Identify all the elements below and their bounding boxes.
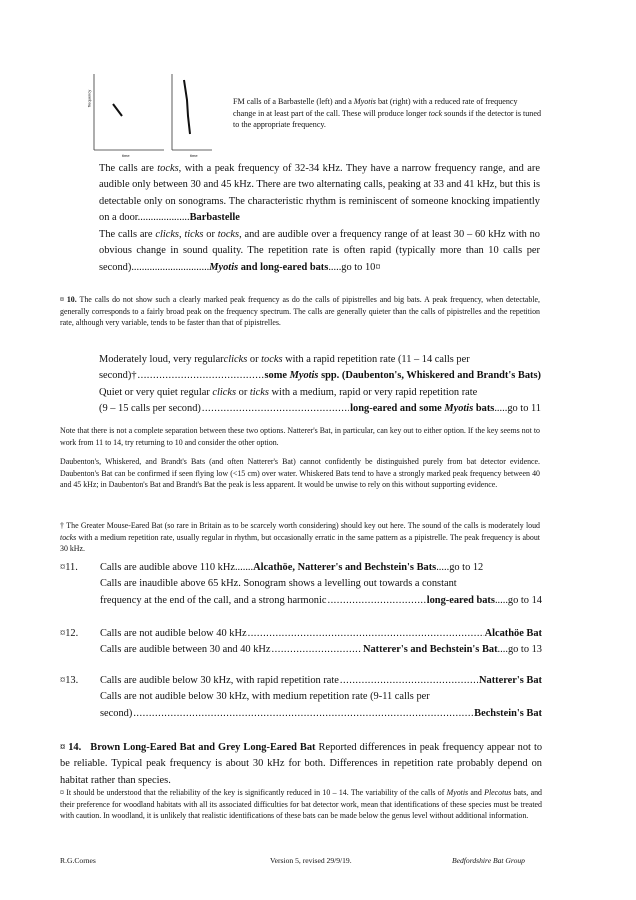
key-section-12: ¤12. Calls are not audible below 40 kHz ..... Alcathöe Bat Calls are audible between 30 and 40 kHz ..... Natterer's and Bechstein's Bat ....go to 13 xyxy=(60,626,542,659)
note-greater-mouse-eared: † The Greater Mouse-Eared Bat (so rare in Britain as to be scarcely worth considering) should key out here. The sound of the calls is moderately loud tocks with a medium repetition rate, usually regular in rhythm, but occasionally erratic in the same pattern as a pipistrelle. The peak frequency is about 30 kHz. xyxy=(60,521,540,554)
key-section-13: ¤13. Calls are audible below 30 kHz, with rapid repetition rate ..... Natterer's Bat Calls are not audible below 30 kHz, with medium repetition rate (9-11 calls per second) ..... Bechstein's Bat xyxy=(60,673,542,722)
axis-label-time-left: time xyxy=(122,153,130,158)
footer-author: R.G.Cornes xyxy=(60,856,96,865)
result-natterers-bat: Natterer's Bat xyxy=(479,675,542,686)
result-some-myotis: some Myotis spp. (Daubenton's, Whiskered and Brandt's Bats) xyxy=(264,370,541,382)
footer-group: Bedfordshire Bat Group xyxy=(452,856,525,865)
key-option-10a: Moderately loud, very regular clicks or tocks with a rapid repetition rate (11 – 14 calls per second)† ..... some Myotis spp. (Daubenton's, Whiskered and Brandt's Bats) xyxy=(99,352,541,385)
key-section-10-intro: ¤ 10. The calls do not show such a clearly marked peak frequency as do the calls of pipistrelles and big bats. A peak frequency, when detectable, generally corresponds to a fairly broad peak on the frequency spectrum. The calls are generally quieter than the calls of pipistrelles and the repetition rate, although very variable, tends to be faster than that of pipistrelles. xyxy=(60,295,541,328)
key-section-14: ¤ 14. Brown Long-Eared Bat and Grey Long-Eared Bat Reported differences in peak frequency appear not to be reliable. Typical peak frequency is about 30 kHz for both. Differences in repetition rate probably depend on habitat rather than species. xyxy=(60,742,543,786)
key-option-10b: Quiet or very quiet regular clicks or ticks with a medium, rapid or very rapid repetition rate (9 – 15 calls per second) ..... long-eared and some Myotis bats .....go to 11 xyxy=(99,385,541,418)
result-alcathoe-natterer-bechstein: Alcathöe, Natterer's and Bechstein's Bats xyxy=(253,562,437,573)
section-13-marker: ¤13. xyxy=(60,675,79,686)
result-natterer-bechstein: Natterer's and Bechstein's Bat xyxy=(362,644,498,656)
note-reliability: ¤ It should be understood that the reliability of the key is significantly reduced in 10 – 14. The variability of the calls of Myotis and Plecotus bats, and their preference for woodland habitats with all its associated difficulties for bat detector work, mean that identifications of these species must be treated with caution. In woodland, it is unlikely that realistic identifications of these bats can be made below the genus level without additional information. xyxy=(60,788,542,821)
result-long-eared-some-myotis: long-eared and some Myotis bats xyxy=(350,403,495,415)
section-10-marker: ¤ 10. xyxy=(60,295,77,304)
result-bechsteins-bat: Bechstein's Bat xyxy=(474,707,542,719)
result-barbastelle: Barbastelle xyxy=(189,212,240,224)
sonogram-graphs xyxy=(86,70,216,162)
result-long-eared-bats: long-eared bats xyxy=(426,594,495,606)
footer-version: Version 5, revised 29/9/19. xyxy=(270,856,352,865)
section-14-marker: ¤ 14. xyxy=(60,742,82,753)
result-alcathoe-bat: Alcathöe Bat xyxy=(484,628,542,639)
note-separation: Note that there is not a complete separation between these two options. Natterer's Bat, in particular, can key out to either option. If the key seems not to work from 11 to 14, try returning to 10 and consider the other option. xyxy=(60,426,540,447)
myotis-call-trace xyxy=(184,80,190,134)
key-section-11: ¤11. Calls are audible above 110 kHz ....... Alcathöe, Natterer's and Bechstein's Bats .....go to 12 Calls are inaudible above 65 kHz. Sonogram shows a levelling out towards a constant frequency at the end of the call, and a strong harmonic ..... long-eared bats .....go to 14 xyxy=(60,560,542,609)
section-11-marker: ¤11. xyxy=(60,562,78,573)
note-myotis-identification: Daubenton's, Whiskered, and Brandt's Bats (and often Natterer's Bat) cannot confidently be distinguished purely from bat detector evidence. Daubenton's Bat can be confirmed if seen flying low (<15 cm) over water. Whiskered Bats tend to have a strongly marked peak frequency between 40 and 45 kHz; in Daubenton's Bat and Brandt's Bat the peak is less apparent. It would be unwise to rely on this without supporting evidence. xyxy=(60,457,540,490)
axis-label-time-right: time xyxy=(190,153,198,158)
key-option-9b: The calls are clicks, ticks or tocks, and are audible over a frequency range of at least 30 – 60 kHz with no obvious change in sound quality. The repetition rate is often rapid (typically more than 10 calls per second)..............................Myotis and long-eared bats.....go to 10¤ xyxy=(99,229,540,273)
axis-label-frequency: frequency xyxy=(86,89,92,108)
section-14-title: Brown Long-Eared Bat and Grey Long-Eared Bat xyxy=(90,742,316,753)
sonogram-figure xyxy=(86,70,216,162)
key-option-9a: The calls are tocks, with a peak frequency of 32-34 kHz. They have a narrow frequency range, and are audible only between 30 and 45 kHz. There are two alternating calls, peaking at 33 and 41 kHz, but this is detectable only on sonograms. The characteristic rhythm is reminiscent of someone knocking impatiently on a door....................Barbastelle xyxy=(99,163,540,224)
barbastelle-call-trace xyxy=(113,104,122,116)
figure-caption: FM calls of a Barbastelle (left) and a Myotis bat (right) with a reduced rate of frequency change in at least part of the call. These will produce longer tock sounds if the detector is tuned to the appropriate frequency. xyxy=(233,97,541,130)
section-12-marker: ¤12. xyxy=(60,628,79,639)
